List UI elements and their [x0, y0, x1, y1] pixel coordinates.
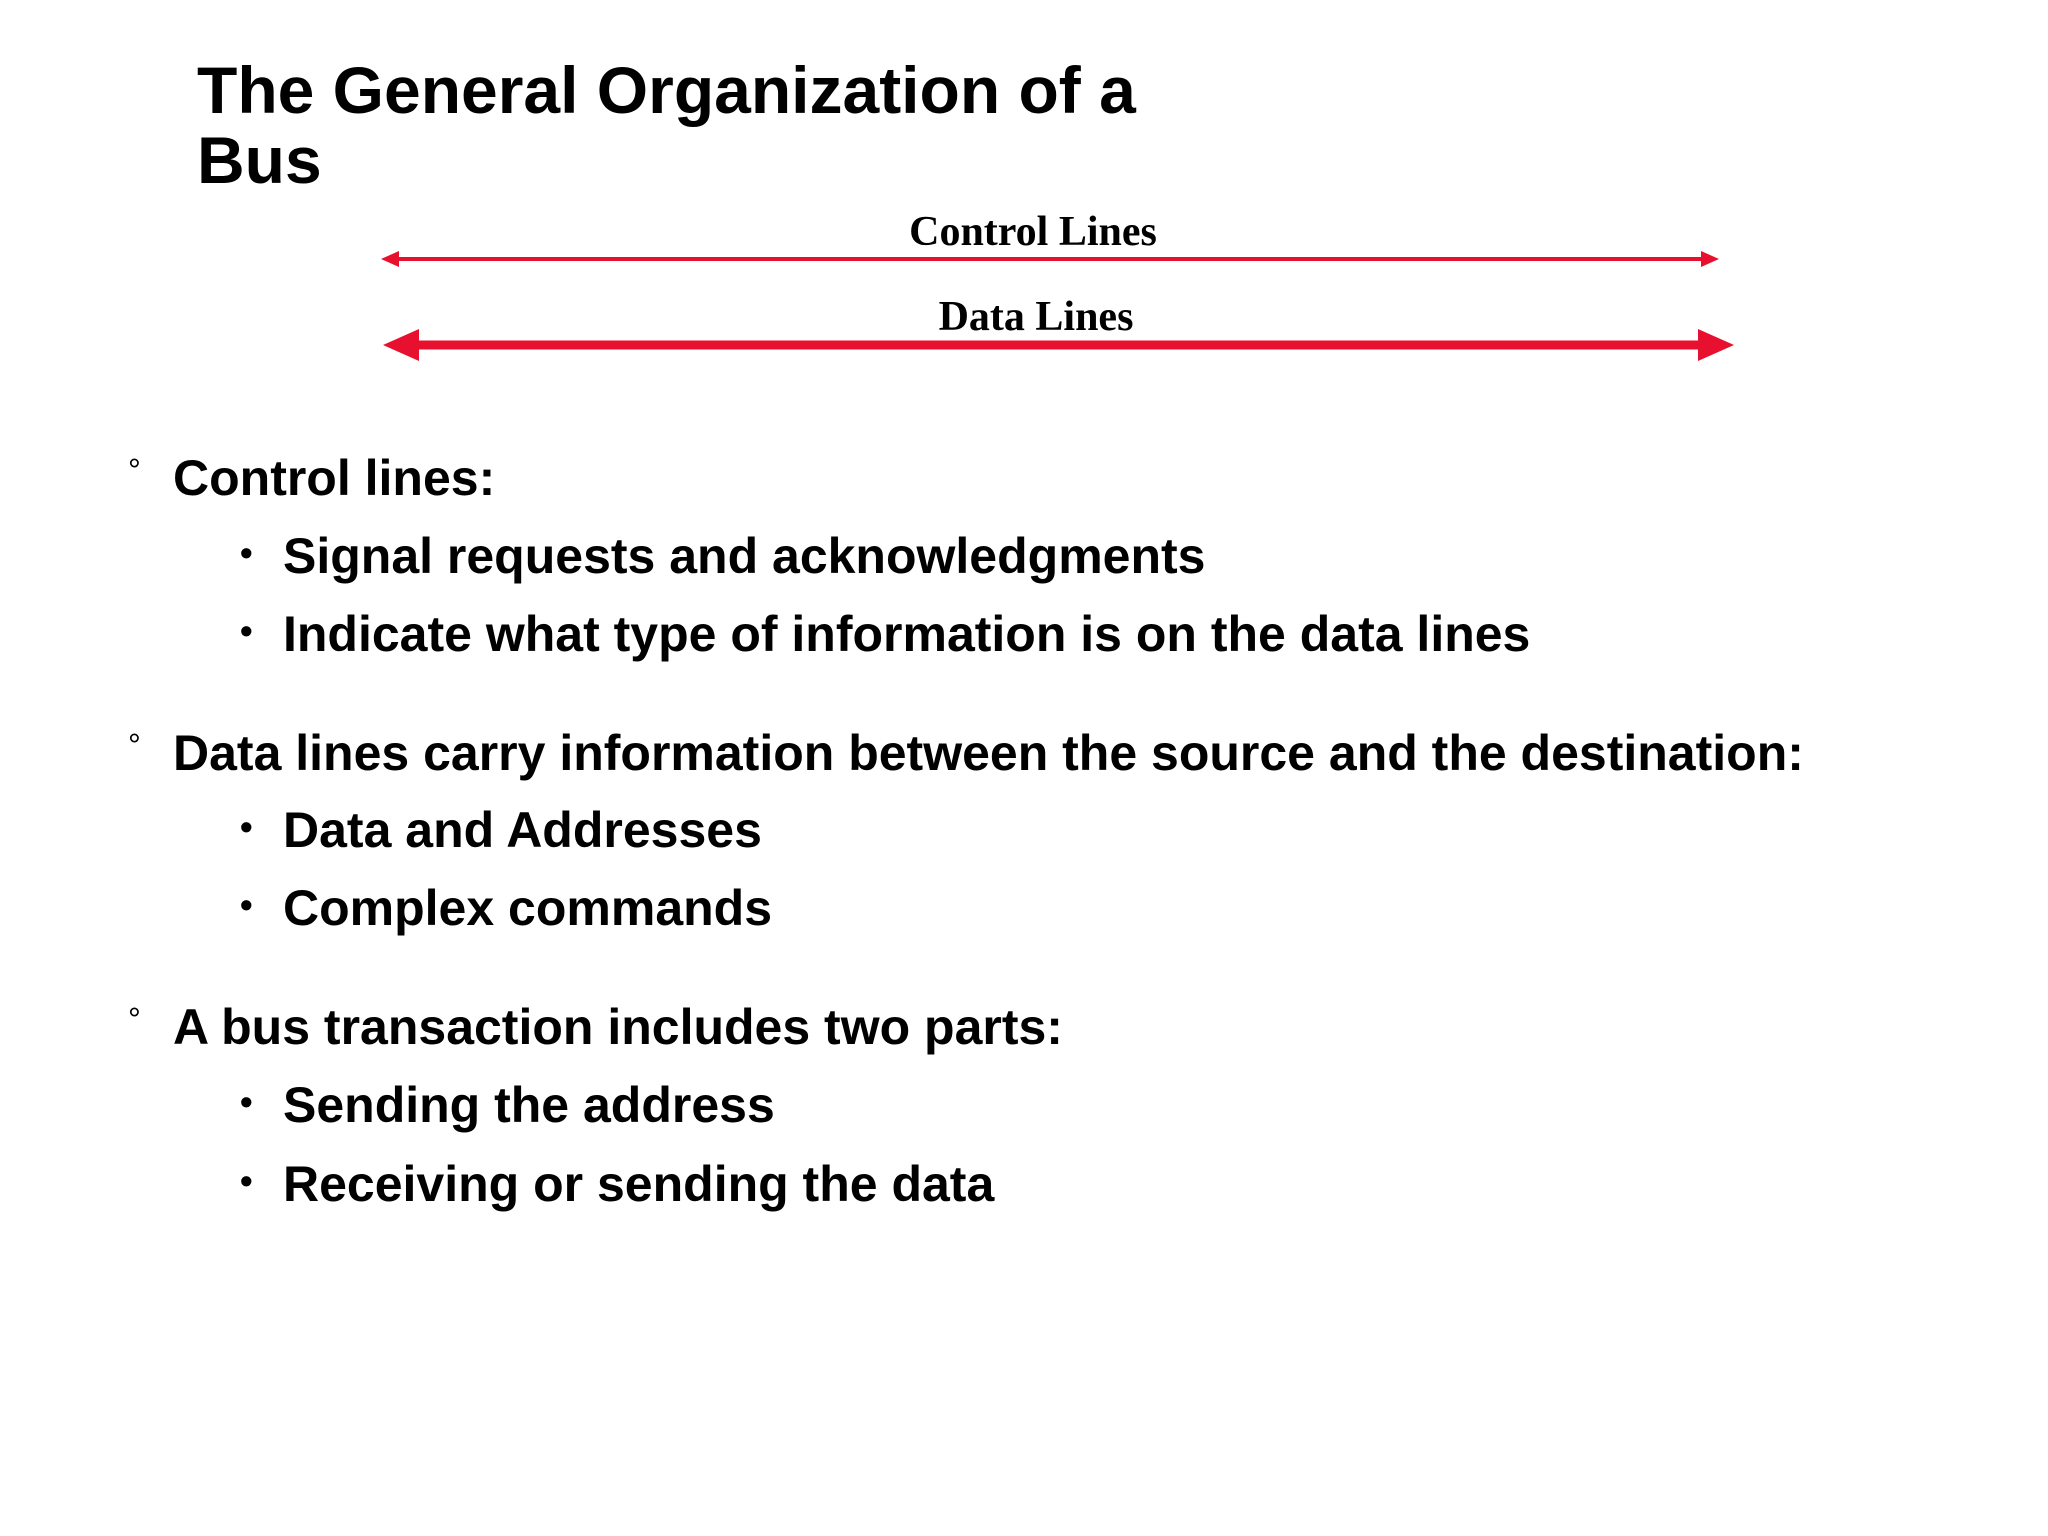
- bullet-marker: °: [128, 727, 141, 763]
- bullet-marker: °: [128, 452, 141, 488]
- bullet-item: A bus transaction includes two parts:: [173, 999, 1063, 1055]
- sub-bullet-marker: •: [240, 884, 253, 925]
- sub-bullet-item: Complex commands: [283, 880, 773, 936]
- bullet-item: Control lines:: [173, 450, 496, 506]
- slide-title-line-2: Bus: [197, 123, 322, 197]
- sub-bullet-item: Signal requests and acknowledgments: [283, 528, 1206, 584]
- slide-title-line-1: The General Organization of a: [197, 53, 1136, 127]
- control-lines-label: Control Lines: [909, 209, 1157, 255]
- bus-diagram: [0, 0, 2048, 400]
- sub-bullet-item: Indicate what type of information is on the data lines: [283, 606, 1531, 662]
- data-lines-label: Data Lines: [938, 294, 1134, 340]
- sub-bullet-item: Data and Addresses: [283, 802, 762, 858]
- sub-bullet-marker: •: [240, 532, 253, 573]
- sub-bullet-marker: •: [240, 610, 253, 651]
- sub-bullet-item: Receiving or sending the data: [283, 1156, 995, 1212]
- sub-bullet-marker: •: [240, 1081, 253, 1122]
- sub-bullet-item: Sending the address: [283, 1077, 775, 1133]
- bullet-item: Data lines carry information between the source and the destination:: [173, 725, 1804, 781]
- sub-bullet-marker: •: [240, 806, 253, 847]
- sub-bullet-marker: •: [240, 1160, 253, 1201]
- bullet-marker: °: [128, 1001, 141, 1037]
